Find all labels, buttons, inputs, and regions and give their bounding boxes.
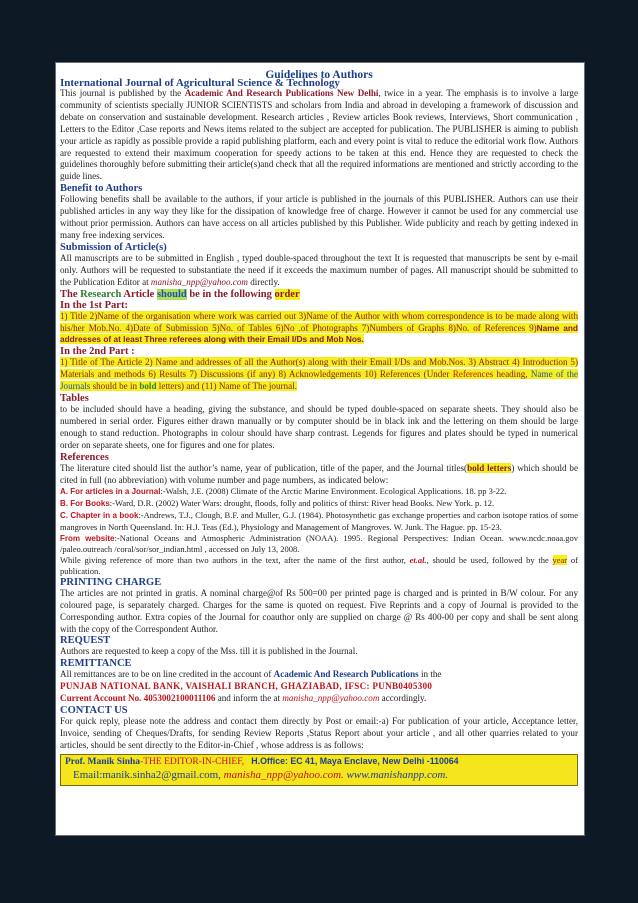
remittance-email-link[interactable]: manisha_npp@yahoo.com: [282, 693, 380, 704]
part2-should: should be in: [90, 381, 140, 392]
part2-end: ) and (11) Name of The journal.: [181, 381, 297, 392]
ref-c-text: :-Andrews, T.J., Clough, B.F. and Muller, G.J. (1984). Photosynthetic gas exchange properties and carbon isotope ratios of some mangroves in North Queensland. In: H.J. Teas (Ed.), Physiology and Management of Mangroves. W. Junk. The Hague. pp. 15-23.: [60, 510, 578, 532]
editor-email[interactable]: Email:manik.sinha2@gmail.com,: [73, 769, 224, 782]
references-heading: References: [60, 451, 109, 463]
submission-body: All manuscripts are to be submitted in English , typed double-spaced throughout the text It is requested that manuscripts be sent by e-mail only. Authors will be requested to substantiate the need if it exceeds the maximum number of pages. All manuscript should be submitted to the Publication Editor at: [60, 252, 578, 287]
submission-text: [60, 253, 578, 289]
page-title: Guidelines to Authors: [265, 69, 373, 81]
citation-note: [60, 555, 578, 577]
tables-heading: Tables: [60, 393, 89, 405]
remittance-account-line: [60, 693, 578, 705]
request-text: Authors are requested to keep a copy of the Mss. till it is published in the Journal.: [60, 646, 358, 657]
cite-text-3: of publication.: [60, 555, 578, 577]
intro-text-1: This journal is published by the: [60, 88, 185, 98]
remittance-text-4: accordingly.: [379, 693, 427, 704]
ref-a-text: :-Walsh, J.E. (2008) Climate of the Arctic Marine Environment. Ecological Applications. 18. pp 3-22.: [160, 486, 507, 497]
journal-title: International Journal of Agricultural Science & Technology: [60, 77, 340, 89]
references-bold-letters: bold letters: [467, 462, 512, 473]
contact-heading: CONTACT US: [60, 705, 128, 717]
submission-tail: directly.: [247, 276, 280, 287]
part2-refs: References: [452, 369, 494, 380]
research-h-the: The: [60, 288, 81, 300]
intro-paragraph: [60, 88, 578, 183]
ref-b-text: :-Ward, D.R. (2002) Water Wars: drought, floods, folly and politics of thirst: River head Books. New York. p. 12.: [109, 498, 495, 509]
ref-b-label: B. For Books: [60, 499, 110, 509]
research-h-should: should: [156, 288, 187, 300]
tables-text: to be included should have a heading, giving the substance, and should be typed double-spaced on separate sheets. They should also be numbered in serial order. Figures either drawn manually or by computer should be in black ink and the lettering on them should be large enough to stand reduction. Photographs in colour should have sharp contrast. Legends for figures and plates should be typed in numerical order on separate sheets, one for figures and one for plates.: [60, 404, 578, 450]
reference-book-example: [60, 498, 578, 510]
submission-email-link[interactable]: manisha_npp@yahoo.com: [150, 276, 248, 287]
submission-heading: Submission of Article(s): [60, 241, 167, 253]
benefit-heading: Benefit to Authors: [60, 183, 143, 195]
publisher-name: Academic And Research Publications New Delhi: [184, 88, 379, 98]
part2-text: [60, 357, 578, 393]
editor-contact-line: [65, 768, 573, 783]
part2-heading-word: heading,: [493, 369, 531, 380]
reference-chapter-example: [60, 510, 578, 533]
document-content: [60, 69, 578, 786]
bank-details: PUNJAB NATIONAL BANK, VAISHALI BRANCH, GHAZIABAD, IFSC: PUNB0405300: [60, 681, 433, 692]
part2-letters: letters: [156, 381, 182, 392]
cite-year: year: [552, 555, 568, 566]
ref-web-label: From website: [60, 533, 115, 543]
part2-journal-names: Name of the Journals: [60, 369, 578, 392]
remittance-account-name: Academic And Research Publications: [273, 669, 419, 680]
part2-bold-word: bold: [139, 381, 157, 392]
remittance-heading: REMITTANCE: [60, 658, 132, 670]
editor-office: H.Office: EC 41, Maya Enclave, New Delhi -110064: [251, 755, 459, 766]
editor-role: -THE EDITOR-IN-CHIEF,: [140, 756, 245, 767]
research-h-research: Research: [80, 288, 122, 300]
reference-website-example: [60, 533, 578, 556]
research-h-order: order: [274, 288, 300, 300]
intro-text-2: , twice in a year. The emphasis is to involve a large community of scientists specially JUNIOR SCIENTISTS and scholars from India and abroad in developing a framework of discussion and debate on conservation and sustainable development. Research articles , Review articles Book reviews, Interviews, Short communication , Letters to the Editor ,Case reports and News items related to the subject are accepted for publication. The PUBLISHER is aiming to publish your article as rapidly as possible provide a rapid publishing platform, each and every point is vital to reduce the editorial work flow. Authors are requested to extend their maximum cooperation for speedy actions to be taken at this end. Hence they are requested to check the guidelines thoroughly before submitting their article(s)and check that all the required informations are mentioned and strictly according to the guide lines.: [60, 88, 578, 182]
ref-a-label: A. For articles in a Journal: [60, 487, 161, 497]
printing-text: The articles are not printed in gratis. A nominal charge@of Rs 500=00 per printed page is charged and is printed in B/W colour. For any coloured page, is separately charged. Charges for the same is quoted on request. Five Reprints and a copy of Journal is provided to the Corresponding author. Extra copies of the Journal for coauthor only are supplied on charge @ Rs 400-00 per copy and shall be sent along with the copy of the Correspondent Author.: [60, 587, 578, 634]
editor-website[interactable]: www.manishanpp.com.: [343, 769, 449, 782]
remittance-text: [60, 669, 578, 681]
references-intro: [60, 463, 578, 487]
references-text-1: The literature cited should list the author’s name, year of publication, title of the paper, and the Journal titles(: [60, 462, 468, 473]
cite-etal: et.al.: [409, 555, 427, 566]
ref-c-label: C. Chapter in a book: [60, 511, 139, 521]
ref-web-text: :-National Oceans and Atmospheric Administration (NOAA). 1995. Regional Perspectives: Indian Ocean. www.ncdc.noaa.gov /paleo.outreach /coral/sor/sor_indian.html , accessed on July 13, 2008.: [60, 532, 578, 555]
part1-heading: In the 1st Part:: [60, 299, 128, 311]
remittance-text-2: in the: [418, 669, 442, 680]
research-h-article: Article: [121, 288, 157, 300]
document-page: [55, 62, 585, 836]
reference-journal-example: [60, 486, 578, 498]
request-heading: REQUEST: [60, 635, 111, 647]
part1-text: [60, 311, 578, 347]
remittance-text-1: All remittances are to be on line credited in the account of: [60, 669, 274, 680]
references-text-2: ) which should be cited in full (no abbreviation) with volume number and page numbers, as indicated below:: [60, 462, 578, 485]
part1-body: 1) Title 2)Name of the organisation where work was carried out 3)Name of the Author with whom correspondence is to be made along with his/her Mob.No. 4)Date of Submission 5)No. of Tables 6)No .of Photographs 7)Numbers of Graphs 8)No. of References 9): [60, 310, 578, 333]
editor-line: [65, 756, 573, 769]
contact-text: For quick reply, please note the address and contact them directly by Post or email:-a) For publication of your article, Acceptance letter, Invoice, sending of Cheques/Drafts, for sending Review Reports ,Status Report about your article , and all other quarries related to your articles, should be sent directly to the Editor-in-Chief , whose address is as follows:: [60, 716, 578, 750]
current-account-no: Current Account No. 4053002100011106: [60, 693, 216, 704]
part2-heading: In the 2nd Part :: [60, 346, 135, 358]
cite-text-2: , should be used, followed by the: [426, 555, 553, 566]
benefit-text: Following benefits shall be available to the authors, if your article is published in the journals of this PUBLISHER. Authors can use their published articles in any way they like for the dissipation of knowledge free of charge. However it cannot be used for any commercial use without prior permission. Authors can have access on all articles published by this Publisher. Wide publicity and reach by getting indexed in many free indexing services.: [60, 194, 578, 240]
printing-heading: PRINTING CHARGE: [60, 576, 162, 588]
editor-email-2[interactable]: manisha_npp@yahoo.com.: [223, 769, 344, 782]
research-order-heading: [60, 289, 578, 300]
editor-address-box: [60, 754, 578, 787]
cite-text-1: While giving reference of more than two authors in the text, after the name of the first author,: [60, 555, 410, 566]
research-h-mid: be in the following: [186, 288, 275, 300]
part1-bold: Name and addresses of at least Three referees along with their Email I/Ds and Mob Nos.: [60, 322, 578, 345]
part2-body: 1) Title of The Article 2) Name and addresses of all the Author(s) along with their Email I/Ds and Mob.Nos. 3) Abstract 4) Introduction 5) Materials and methods 6) Results 7) Discussions (if any) 8) Acknowledgements 10) References (Under: [60, 357, 578, 380]
remittance-text-3: and inform the at: [215, 693, 283, 704]
editor-name: Prof. Manik Sinha: [65, 756, 141, 767]
